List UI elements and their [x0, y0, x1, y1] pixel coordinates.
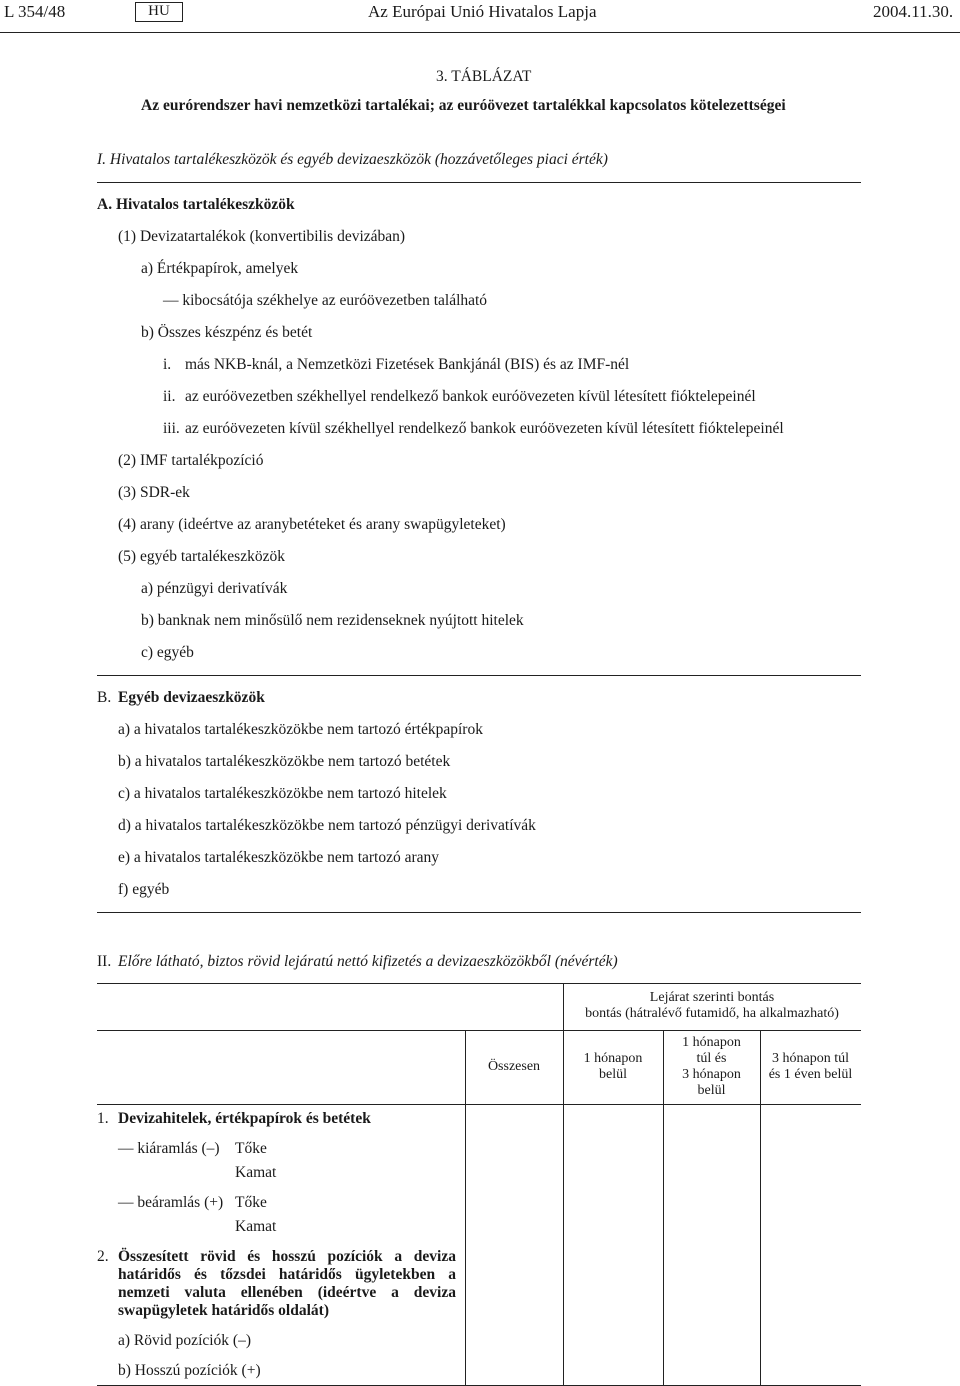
interest-label: Kamat [235, 1218, 277, 1235]
section-1-heading: I. Hivatalos tartalékeszközök és egyéb devizaeszközök (hozzávetőleges piaci érték) [97, 151, 608, 168]
list-item: (4) arany (ideértve az aranybetéteket és arany swapügyleteket) [118, 516, 506, 533]
list-item: — kibocsátója székhelye az euróövezetben található [163, 292, 488, 309]
row-number: 1. [97, 1110, 109, 1127]
table-top-border [97, 983, 861, 984]
table-header-bottom [97, 1104, 861, 1105]
journal-title: Az Európai Unió Hivatalos Lapja [368, 2, 597, 21]
column-header-3-12-months: 3 hónapon túl és 1 éven belül [768, 1051, 853, 1082]
rule [97, 912, 861, 913]
column-header-total: Összesen [487, 1059, 541, 1074]
section-b-heading: Egyéb devizaeszközök [118, 689, 265, 706]
language-code: HU [135, 2, 183, 22]
document-title: Az eurórendszer havi nemzetközi tartalékai; az euróövezet tartalékkal kapcsolatos kötelezettségei [141, 97, 786, 114]
section-2-roman: II. [97, 953, 112, 970]
list-item: d) a hivatalos tartalékeszközökbe nem tartozó pénzügyi derivatívák [118, 817, 536, 834]
list-item: c) a hivatalos tartalékeszközökbe nem tartozó hitelek [118, 785, 447, 802]
list-item: (3) SDR-ek [118, 484, 190, 501]
list-item: e) a hivatalos tartalékeszközökbe nem tartozó arany [118, 849, 440, 866]
row-2-title: Összesített rövid és hosszú pozíciók a deviza határidős és tőzsdei határidős ügyletekben a nemzeti valuta ellenében (ideértve a deviza swapügyletek határidős oldalát) [118, 1248, 456, 1319]
list-item: (5) egyéb tartalékeszközök [118, 548, 285, 565]
interest-label: Kamat [235, 1164, 277, 1181]
long-positions-label: b) Hosszú pozíciók (+) [118, 1362, 261, 1379]
list-item: a) pénzügyi derivatívák [141, 580, 288, 597]
list-item: más NKB-knál, a Nemzetközi Fizetések Bankjánál (BIS) és az IMF-nél [185, 356, 630, 373]
list-item: b) Összes készpénz és betét [141, 324, 313, 341]
page-reference: L 354/48 [4, 2, 66, 21]
table-header-divider [97, 1030, 861, 1031]
publication-date: 2004.11.30. [873, 2, 954, 21]
row-number: 2. [97, 1248, 109, 1265]
section-a-heading: A. Hivatalos tartalékeszközök [97, 196, 295, 213]
table-divider [465, 1030, 466, 1385]
list-item: a) Értékpapírok, amelyek [141, 260, 299, 277]
list-item: az euróövezetben székhellyel rendelkező bankok euróövezeten kívül létesített fióktelepeinél [185, 388, 756, 405]
row-1-title: Devizahitelek, értékpapírok és betétek [118, 1110, 371, 1127]
principal-label: Tőke [235, 1194, 267, 1211]
list-marker: iii. [163, 420, 180, 437]
short-positions-label: a) Rövid pozíciók (–) [118, 1332, 252, 1349]
column-header-1-3-months: 1 hónapon túl és 3 hónapon belül [682, 1035, 741, 1098]
section-b-letter: B. [97, 689, 112, 706]
inflow-label: — beáramlás (+) [118, 1194, 224, 1211]
list-item: az euróövezeten kívül székhellyel rendelkező bankok euróövezeten kívül létesített fióktelepeinél [185, 420, 784, 437]
list-item: (2) IMF tartalékpozíció [118, 452, 264, 469]
list-item: f) egyéb [118, 881, 170, 898]
table-group-header: Lejárat szerinti bontás bontás (hátralévő futamidő, ha alkalmazható) [585, 990, 839, 1021]
list-item: b) banknak nem minősülő nem rezidenseknek nyújtott hitelek [141, 612, 524, 629]
table-divider [563, 983, 564, 1385]
list-item: c) egyéb [141, 644, 194, 661]
column-header-1-month: 1 hónapon belül [583, 1051, 643, 1082]
outflow-label: — kiáramlás (–) [118, 1140, 220, 1157]
list-item: b) a hivatalos tartalékeszközökbe nem tartozó betétek [118, 753, 451, 770]
header-rule [0, 32, 960, 33]
table-divider [760, 1030, 761, 1385]
section-2-heading: Előre látható, biztos rövid lejáratú nettó kifizetés a devizaeszközökből (névérték) [118, 953, 618, 970]
list-item: (1) Devizatartalékok (konvertibilis devizában) [118, 228, 406, 245]
table-number: 3. TÁBLÁZAT [436, 68, 532, 85]
list-marker: i. [163, 356, 172, 373]
list-marker: ii. [163, 388, 176, 405]
principal-label: Tőke [235, 1140, 267, 1157]
rule [97, 675, 861, 676]
rule [97, 182, 861, 183]
list-item: a) a hivatalos tartalékeszközökbe nem tartozó értékpapírok [118, 721, 483, 738]
